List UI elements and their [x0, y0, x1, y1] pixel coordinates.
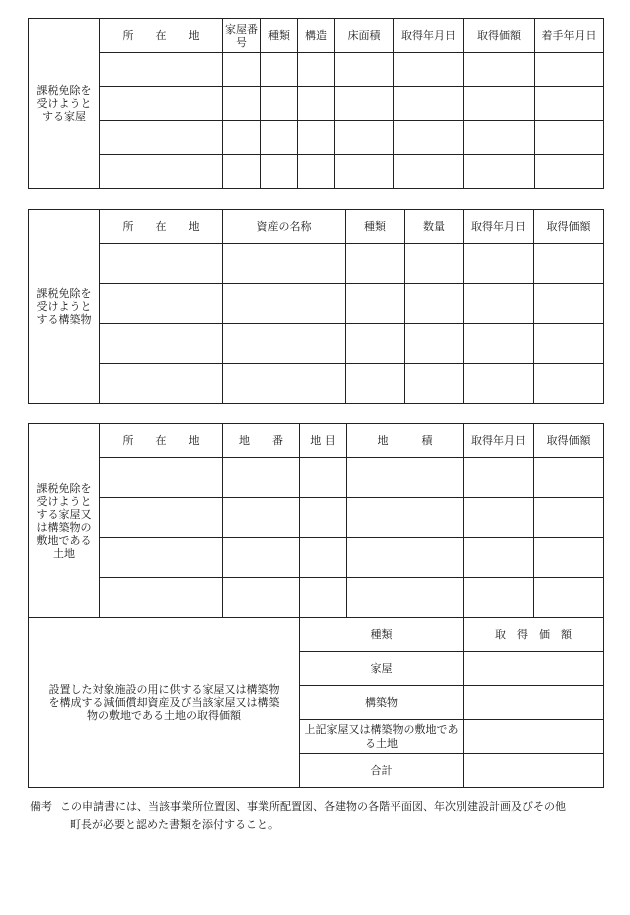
cell[interactable] — [100, 244, 223, 284]
cell[interactable] — [535, 155, 604, 189]
cell[interactable] — [100, 578, 223, 618]
header-location: 所 在 地 — [100, 19, 223, 53]
cell[interactable] — [223, 155, 261, 189]
section-label: 課税免除を 受けようと する家屋 — [29, 19, 100, 189]
header-floor-area: 床面積 — [335, 19, 394, 53]
cell[interactable] — [100, 538, 223, 578]
cell[interactable] — [223, 87, 261, 121]
summary-value[interactable] — [464, 686, 604, 720]
table-row — [29, 155, 604, 189]
summary-label: 家屋 — [300, 652, 464, 686]
cell[interactable] — [261, 87, 298, 121]
summary-label: 上記家屋又は構築物の敷地である土地 — [300, 720, 464, 754]
header-land-category: 地 目 — [300, 424, 347, 458]
cell[interactable] — [100, 364, 223, 404]
cell[interactable] — [346, 324, 405, 364]
cell[interactable] — [223, 121, 261, 155]
cell[interactable] — [535, 87, 604, 121]
cell[interactable] — [405, 324, 464, 364]
cell[interactable] — [223, 244, 346, 284]
cell[interactable] — [394, 87, 464, 121]
table-row — [29, 364, 604, 404]
cell[interactable] — [535, 53, 604, 87]
cell[interactable] — [223, 578, 300, 618]
header-acquired-date: 取得年月日 — [464, 210, 534, 244]
cell[interactable] — [534, 364, 604, 404]
header-start-date: 着手年月日 — [535, 19, 604, 53]
header-land-area: 地 積 — [347, 424, 464, 458]
cell[interactable] — [534, 244, 604, 284]
cell[interactable] — [464, 498, 534, 538]
header-acquired-price: 取得価額 — [534, 210, 604, 244]
table-row — [29, 53, 604, 87]
summary-description: 設置した対象施設の用に供する家屋又は構築物 を構成する減価償却資産及び当該家屋又は構築 物の敷地である土地の取得価額 — [29, 618, 300, 788]
cell[interactable] — [394, 53, 464, 87]
header-type: 種類 — [346, 210, 405, 244]
table-row — [29, 244, 604, 284]
cell[interactable] — [347, 498, 464, 538]
cell[interactable] — [335, 121, 394, 155]
cell[interactable] — [100, 155, 223, 189]
table-row — [29, 458, 604, 498]
cell[interactable] — [535, 121, 604, 155]
cell[interactable] — [464, 121, 535, 155]
cell[interactable] — [464, 364, 534, 404]
summary-value[interactable] — [464, 652, 604, 686]
cell[interactable] — [223, 458, 300, 498]
header-location: 所 在 地 — [100, 424, 223, 458]
cell[interactable] — [261, 121, 298, 155]
table-row — [29, 498, 604, 538]
cell[interactable] — [100, 324, 223, 364]
cell[interactable] — [534, 284, 604, 324]
cell[interactable] — [335, 155, 394, 189]
cell[interactable] — [464, 155, 535, 189]
cell[interactable] — [534, 458, 604, 498]
cell[interactable] — [464, 53, 535, 87]
table-row — [29, 578, 604, 618]
cell[interactable] — [223, 284, 346, 324]
cell[interactable] — [534, 538, 604, 578]
cell[interactable] — [405, 284, 464, 324]
cell[interactable] — [464, 284, 534, 324]
header-lot-number: 地 番 — [223, 424, 300, 458]
header-structure: 構造 — [298, 19, 335, 53]
cell[interactable] — [261, 155, 298, 189]
cell[interactable] — [394, 155, 464, 189]
cell[interactable] — [394, 121, 464, 155]
section-label: 課税免除を 受けようと する構築物 — [29, 210, 100, 404]
summary-header-price: 取 得 価 額 — [464, 618, 604, 652]
cell[interactable] — [223, 498, 300, 538]
cell[interactable] — [335, 53, 394, 87]
summary-label: 合計 — [300, 754, 464, 788]
header-type: 種類 — [261, 19, 298, 53]
cell[interactable] — [300, 578, 347, 618]
cell[interactable] — [405, 364, 464, 404]
cell[interactable] — [100, 53, 223, 87]
header-acquired-date: 取得年月日 — [394, 19, 464, 53]
cell[interactable] — [464, 244, 534, 284]
cell[interactable] — [534, 498, 604, 538]
cell[interactable] — [298, 121, 335, 155]
cell[interactable] — [223, 53, 261, 87]
header-acquired-price: 取得価額 — [534, 424, 604, 458]
cell[interactable] — [300, 538, 347, 578]
land-table — [28, 423, 604, 788]
header-house-number: 家屋番号 — [223, 19, 261, 53]
cell[interactable] — [464, 578, 534, 618]
table-row — [29, 324, 604, 364]
cell[interactable] — [298, 87, 335, 121]
cell[interactable] — [223, 538, 300, 578]
header-quantity: 数量 — [405, 210, 464, 244]
cell[interactable] — [346, 284, 405, 324]
cell[interactable] — [100, 284, 223, 324]
house-table — [28, 18, 604, 189]
cell[interactable] — [534, 324, 604, 364]
cell[interactable] — [347, 538, 464, 578]
header-asset-name: 資産の名称 — [223, 210, 346, 244]
header-acquired-price: 取得価額 — [464, 19, 535, 53]
cell[interactable] — [100, 498, 223, 538]
cell[interactable] — [534, 578, 604, 618]
cell[interactable] — [347, 458, 464, 498]
table-row — [29, 121, 604, 155]
cell[interactable] — [223, 364, 346, 404]
cell[interactable] — [464, 324, 534, 364]
summary-header-type: 種類 — [300, 618, 464, 652]
cell[interactable] — [100, 87, 223, 121]
section-label: 課税免除を 受けようと する家屋又 は構築物の 敷地である 土地 — [29, 424, 100, 618]
cell[interactable] — [298, 53, 335, 87]
cell[interactable] — [346, 364, 405, 404]
table-row — [29, 87, 604, 121]
cell[interactable] — [464, 458, 534, 498]
cell[interactable] — [464, 87, 535, 121]
cell[interactable] — [464, 538, 534, 578]
cell[interactable] — [223, 324, 346, 364]
remarks-text-continued: 町長が必要と認めた書類を添付すること。 — [70, 818, 279, 831]
summary-value[interactable] — [464, 720, 604, 754]
cell[interactable] — [335, 87, 394, 121]
summary-label: 構築物 — [300, 686, 464, 720]
cell[interactable] — [100, 458, 223, 498]
cell[interactable] — [100, 121, 223, 155]
header-acquired-date: 取得年月日 — [464, 424, 534, 458]
remarks — [30, 798, 610, 834]
remarks-label: 備考 — [30, 800, 52, 813]
cell[interactable] — [405, 244, 464, 284]
table-row — [29, 538, 604, 578]
cell[interactable] — [261, 53, 298, 87]
cell[interactable] — [300, 458, 347, 498]
structure-table — [28, 209, 604, 404]
cell[interactable] — [346, 244, 405, 284]
cell[interactable] — [298, 155, 335, 189]
cell[interactable] — [300, 498, 347, 538]
remarks-text: この申請書には、当該事業所位置図、事業所配置図、各建物の各階平面図、年次別建設計画及びその他 — [60, 800, 566, 813]
header-location: 所 在 地 — [100, 210, 223, 244]
summary-value[interactable] — [464, 754, 604, 788]
table-row — [29, 284, 604, 324]
cell[interactable] — [347, 578, 464, 618]
